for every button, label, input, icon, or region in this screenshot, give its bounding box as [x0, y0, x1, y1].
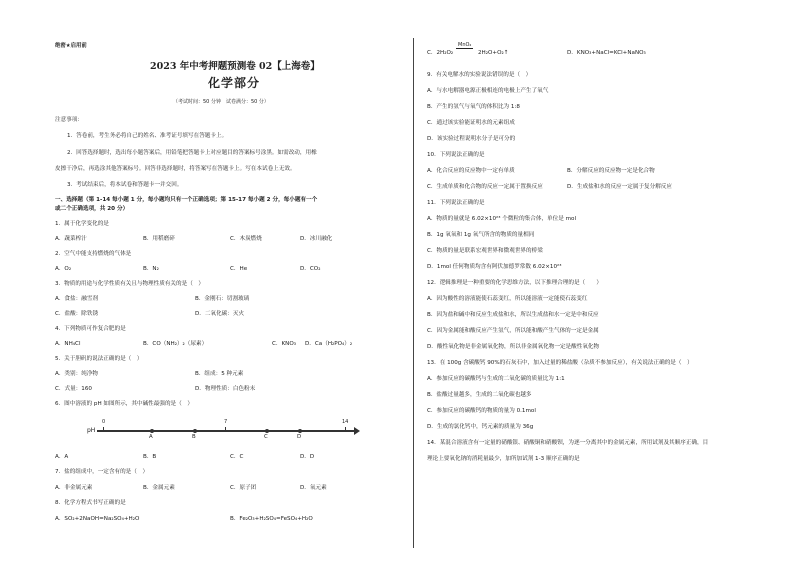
q9-option-b: B．产生的氢气与氧气的体积比为 1:8: [427, 104, 520, 110]
q8-option-c-products: 2H₂O+O₂↑: [478, 50, 509, 56]
arrow-right-icon: [354, 427, 360, 435]
q1-option-b: B．用稻磨碎: [143, 236, 175, 242]
ph-tick-label: 7: [224, 419, 228, 425]
q10-option-d: D．生成盐和水的反应一定属于复分解反应: [567, 184, 672, 190]
q7-option-d: D．氧元素: [300, 485, 327, 491]
q9-option-c: C．通过该实验能证明水的元素组成: [427, 120, 515, 126]
q2-option-c: C．He: [230, 266, 248, 272]
note-line: 3．考试结束后，将本试卷和答题卡一并交回。: [67, 182, 183, 188]
ph-point-c: [265, 429, 269, 433]
question-1: 1．属于化学变化的是: [55, 221, 109, 227]
q11-option-d: D．1mol 任何物质均含有阿伏加德罗常数 6.02×10²³: [427, 264, 562, 270]
notes-heading: 注意事项：: [55, 117, 83, 123]
section-heading: 或二个正确选项，共 20 分）: [55, 206, 129, 212]
ph-tick-0: [103, 427, 104, 432]
question-11: 11．下列说法正确的是: [427, 200, 485, 206]
q10-option-a: A．化合反应的反应物中一定有单质: [427, 168, 515, 174]
q8-option-c: C．2H₂O₂: [427, 50, 454, 56]
q13-option-b: B．盐酸过量越多，生成的二氧化碳也越多: [427, 392, 532, 398]
q5-option-c: C．式量：160: [55, 386, 92, 392]
q4-option-a: A．NH₄Cl: [55, 341, 81, 347]
question-3: 3．物质的用途与化学性质有关且与物理性质有关的是（ ）: [55, 281, 204, 287]
ph-point-b: [193, 429, 197, 433]
ph-point-a: [150, 429, 154, 433]
q2-option-d: D．CO₂: [300, 266, 321, 272]
question-6: 6．图中溶液的 pH 如图所示，其中碱性最强的是（ ）: [55, 401, 193, 407]
q12-option-b: B．因为盐和碱中和反应生成盐和水，所以生成盐和水一定是中和反应: [427, 312, 599, 318]
note-line: 2．回答选择题时，选出每小题答案后，用铅笔把答题卡上对应题目的答案标号涂黑。如需改动，用橡: [67, 150, 317, 156]
exam-title: 2023 年中考押题预测卷 02【上海卷】: [150, 61, 320, 72]
catalyst-text: MnO₂: [458, 42, 472, 48]
question-4: 4．下列物质可作复合肥的是: [55, 326, 126, 332]
q11-option-b: B．1g 氧氧和 1g 氧气所含的物质的量相同: [427, 232, 535, 238]
q5-option-b: B．组成：5 种元素: [195, 371, 244, 377]
q7-option-c: C．原子团: [230, 485, 257, 491]
q11-option-c: C．物质的量是联系宏观世界和微观世界的桥梁: [427, 248, 543, 254]
q6-option-a: A．A: [55, 454, 69, 460]
q8-option-a: A．SO₂+2NaOH=Na₂SO₄+H₂O: [55, 516, 140, 522]
q8-option-b: B．Fe₂O₃+H₂SO₄=FeSO₄+H₂O: [230, 516, 313, 522]
q6-option-c: C．C: [230, 454, 244, 460]
question-10: 10．下列说法正确的是: [427, 152, 485, 158]
q2-option-b: B．N₂: [143, 266, 159, 272]
q2-option-a: A．O₂: [55, 266, 72, 272]
q9-option-d: D．该实验过程说明水分子是可分的: [427, 136, 516, 142]
q5-option-a: A．类别：纯净物: [55, 371, 98, 377]
ph-number-line: [97, 419, 355, 440]
q1-option-c: C．木炭燃烧: [230, 236, 262, 242]
column-divider: [413, 38, 414, 548]
q3-option-c: C．盐酸：除铁锈: [55, 311, 99, 317]
note-line: 皮擦干净后，再选涂其他答案标号。回答非选择题时，将答案写在答题卡上。写在本试卷上无效。: [55, 166, 296, 172]
confidential-stamp: 绝密★启用前: [55, 43, 87, 49]
q8-option-d: D．KNO₃+NaCl=KCl+NaNO₃: [567, 50, 646, 56]
ph-tick-14: [345, 427, 346, 432]
question-8: 8．化学方程式书写正确的是: [55, 500, 126, 506]
question-12: 12．逻辑推理是一种重要的化学思维方法，以下推理合理的是（ ）: [427, 280, 602, 286]
ph-tick-7: [225, 427, 226, 432]
ph-point-label: C: [264, 434, 268, 440]
question-5: 5．关于胆矾的说法正确的是（ ）: [55, 356, 143, 362]
question-14: 14．某混合溶液含有一定量的硝酸银、硝酸铜和硝酸钡，为逐一分离其中的金属元素，所用试剂及其顺序正确，目: [427, 440, 709, 446]
q6-option-d: D．D: [300, 454, 315, 460]
question-9: 9．有关电解水的实验说法错误的是（ ）: [427, 72, 532, 78]
q4-option-d: D．Ca（H₂PO₄）₂: [305, 341, 353, 347]
q6-option-b: B．B: [143, 454, 157, 460]
ph-axis-label: pH: [87, 427, 96, 434]
exam-meta: （考试时间：50 分钟 试卷满分：50 分）: [173, 99, 269, 105]
q13-option-c: C．参加反应的碳酸钙的物质的量为 0.1mol: [427, 408, 536, 414]
ph-tick-label: 14: [342, 419, 349, 425]
q13-option-d: D．生成的氯化钙中，钙元素的质量为 36g: [427, 424, 534, 430]
q11-option-a: A．物质的量就是 6.02×10²³ 个微粒的集合体，单位是 mol: [427, 216, 577, 222]
q13-option-a: A．参加反应的碳酸钙与生成的二氧化碳的质量比为 1:1: [427, 376, 565, 382]
q4-option-b: B．CO（NH₂）₂（尿素）: [143, 341, 208, 347]
question-14-cont: 理论上要氧化钠的消耗量最少，加所加试剂 1-3 顺序正确的是: [427, 456, 580, 462]
q1-option-d: D．冰川融化: [300, 236, 333, 242]
q1-option-a: A．蔬菜榨汁: [55, 236, 87, 242]
q3-option-d: D．二氧化碳：灭火: [195, 311, 245, 317]
ph-point-label: D: [297, 434, 302, 440]
ph-point-d: [298, 429, 302, 433]
q12-option-d: D．酸性氧化物是非金属氧化物，所以非金属氧化物一定是酸性氧化物: [427, 344, 600, 350]
q10-option-b: B．分解反应的反应物一定是化合物: [567, 168, 655, 174]
ph-tick-label: 0: [102, 419, 106, 425]
ph-point-label: A: [149, 434, 153, 440]
question-2: 2．空气中能支持燃烧的气体是: [55, 251, 132, 257]
q4-option-c: C．KNO₃: [272, 341, 296, 347]
q3-option-a: A．食盐：融雪剂: [55, 296, 98, 302]
q12-option-a: A．因为酸性的溶液能使石蕊变红，所以能溶液一定能使石蕊变红: [427, 296, 588, 302]
question-7: 7．盐的组成中，一定含有的是（ ）: [55, 469, 149, 475]
q10-option-c: C．生成单质和化合物的反应一定属于置换反应: [427, 184, 543, 190]
section-heading: 一、选择题（第 1-14 每小题 1 分，每小题均只有一个正确选项；第 15-17 每小题 2 分，每小题有一个: [55, 197, 318, 203]
q5-option-d: D．物理性质：白色粉末: [195, 386, 256, 392]
q7-option-a: A．非金属元素: [55, 485, 93, 491]
q12-option-c: C．因为金属能和酸反应产生氢气，所以能和酸产生气体的一定是金属: [427, 328, 599, 334]
catalyst-label: [456, 42, 473, 48]
question-13: 13．在 100g 含碳酸钙 90%的石灰石中，加入过量的稀盐酸（杂质不参加反应），有关说法正确的是（ ）: [427, 360, 693, 366]
q7-option-b: B．金属元素: [143, 485, 175, 491]
ph-point-label: B: [192, 434, 196, 440]
note-line: 1．答卷前，考生务必将自己的姓名、准考证号填写在答题卡上。: [67, 133, 228, 139]
q3-option-b: B．金刚石：切割玻璃: [195, 296, 250, 302]
subject-title: 化学部分: [208, 76, 261, 90]
q9-option-a: A．与水电解器电源正极相连的电极上产生了氧气: [427, 88, 549, 94]
